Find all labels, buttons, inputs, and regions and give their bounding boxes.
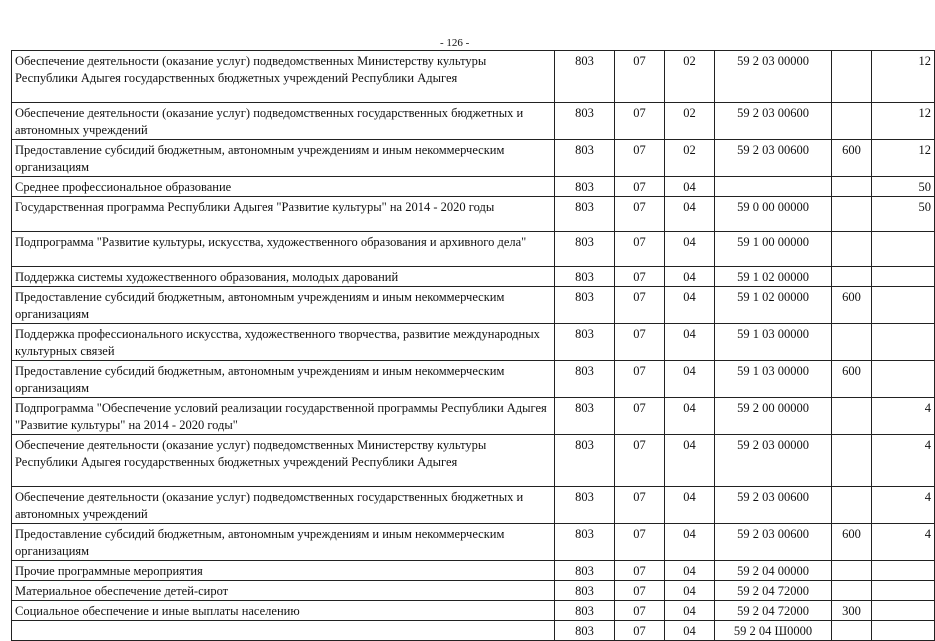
- target-article-cell: 59 2 04 72000: [715, 581, 832, 601]
- expense-type-cell: [832, 103, 872, 140]
- code-cell: 803: [555, 287, 615, 324]
- row-name-cell: Предоставление субсидий бюджетным, автономным учреждениям и иным некоммерческим организациям: [12, 287, 555, 324]
- target-article-cell: 59 2 03 00600: [715, 487, 832, 524]
- budget-table: [11, 50, 935, 641]
- code-cell: 803: [555, 487, 615, 524]
- expense-type-cell: [832, 324, 872, 361]
- page-number: - 126 -: [440, 37, 470, 49]
- section-cell: 07: [615, 601, 665, 621]
- amount-cell: [872, 267, 935, 287]
- row-name-cell: Поддержка системы художественного образования, молодых дарований: [12, 267, 555, 287]
- amount-cell: 4: [872, 524, 935, 561]
- target-article-cell: 59 1 02 00000: [715, 267, 832, 287]
- section-cell: 07: [615, 51, 665, 103]
- subsection-cell: 04: [665, 197, 715, 232]
- subsection-cell: 04: [665, 581, 715, 601]
- code-cell: 803: [555, 177, 615, 197]
- subsection-cell: 02: [665, 103, 715, 140]
- expense-type-cell: [832, 398, 872, 435]
- code-cell: 803: [555, 581, 615, 601]
- code-cell: 803: [555, 361, 615, 398]
- section-cell: 07: [615, 524, 665, 561]
- table-row: [12, 398, 935, 435]
- section-cell: 07: [615, 361, 665, 398]
- expense-type-cell: [832, 177, 872, 197]
- row-name-cell: Среднее профессиональное образование: [12, 177, 555, 197]
- target-article-cell: 59 2 04 Ш0000: [715, 621, 832, 641]
- section-cell: 07: [615, 398, 665, 435]
- row-name-cell: Обеспечение деятельности (оказание услуг) подведомственных Министерству культуры Республики Адыгея государственных бюджетных учреждений Республики Адыгея: [12, 435, 555, 487]
- section-cell: 07: [615, 267, 665, 287]
- table-row: [12, 177, 935, 197]
- code-cell: 803: [555, 324, 615, 361]
- table-row: [12, 103, 935, 140]
- table-row: [12, 601, 935, 621]
- subsection-cell: 04: [665, 435, 715, 487]
- code-cell: 803: [555, 621, 615, 641]
- subsection-cell: 04: [665, 177, 715, 197]
- expense-type-cell: [832, 197, 872, 232]
- table-row: [12, 197, 935, 232]
- target-article-cell: [715, 177, 832, 197]
- row-name-cell: Подпрограмма "Развитие культуры, искусства, художественного образования и архивного дела": [12, 232, 555, 267]
- amount-cell: 12: [872, 140, 935, 177]
- code-cell: 803: [555, 232, 615, 267]
- table-row: [12, 324, 935, 361]
- amount-cell: 4: [872, 398, 935, 435]
- target-article-cell: 59 2 03 00000: [715, 435, 832, 487]
- row-name-cell: Поддержка профессионального искусства, художественного творчества, развитие международных культурных связей: [12, 324, 555, 361]
- expense-type-cell: 300: [832, 601, 872, 621]
- target-article-cell: 59 1 03 00000: [715, 361, 832, 398]
- table-row: [12, 524, 935, 561]
- target-article-cell: 59 2 04 00000: [715, 561, 832, 581]
- row-name-cell: Подпрограмма "Обеспечение условий реализации государственной программы Республики Адыгея "Развитие культуры" на 2014 - 2020 годы": [12, 398, 555, 435]
- code-cell: 803: [555, 601, 615, 621]
- row-name-cell: [12, 621, 555, 641]
- subsection-cell: 04: [665, 601, 715, 621]
- target-article-cell: 59 2 03 00000: [715, 51, 832, 103]
- table-row: [12, 621, 935, 641]
- expense-type-cell: 600: [832, 287, 872, 324]
- table-row: [12, 561, 935, 581]
- table-row: [12, 140, 935, 177]
- code-cell: 803: [555, 524, 615, 561]
- target-article-cell: 59 1 02 00000: [715, 287, 832, 324]
- amount-cell: 4: [872, 435, 935, 487]
- amount-cell: [872, 621, 935, 641]
- subsection-cell: 04: [665, 398, 715, 435]
- section-cell: 07: [615, 581, 665, 601]
- code-cell: 803: [555, 197, 615, 232]
- expense-type-cell: 600: [832, 140, 872, 177]
- expense-type-cell: 600: [832, 524, 872, 561]
- subsection-cell: 04: [665, 487, 715, 524]
- amount-cell: 50: [872, 177, 935, 197]
- subsection-cell: 04: [665, 267, 715, 287]
- row-name-cell: Обеспечение деятельности (оказание услуг) подведомственных Министерству культуры Республики Адыгея государственных бюджетных учреждений Республики Адыгея: [12, 51, 555, 103]
- budget-table-body: [12, 51, 935, 641]
- amount-cell: [872, 324, 935, 361]
- code-cell: 803: [555, 435, 615, 487]
- subsection-cell: 04: [665, 232, 715, 267]
- expense-type-cell: [832, 435, 872, 487]
- section-cell: 07: [615, 561, 665, 581]
- code-cell: 803: [555, 103, 615, 140]
- code-cell: 803: [555, 561, 615, 581]
- subsection-cell: 04: [665, 524, 715, 561]
- amount-cell: 50: [872, 197, 935, 232]
- amount-cell: [872, 232, 935, 267]
- subsection-cell: 04: [665, 287, 715, 324]
- target-article-cell: 59 2 00 00000: [715, 398, 832, 435]
- subsection-cell: 02: [665, 51, 715, 103]
- amount-cell: [872, 581, 935, 601]
- section-cell: 07: [615, 140, 665, 177]
- expense-type-cell: [832, 561, 872, 581]
- row-name-cell: Обеспечение деятельности (оказание услуг) подведомственных государственных бюджетных и автономных учреждений: [12, 103, 555, 140]
- amount-cell: [872, 287, 935, 324]
- subsection-cell: 04: [665, 561, 715, 581]
- row-name-cell: Предоставление субсидий бюджетным, автономным учреждениям и иным некоммерческим организациям: [12, 361, 555, 398]
- expense-type-cell: [832, 581, 872, 601]
- table-row: [12, 232, 935, 267]
- code-cell: 803: [555, 267, 615, 287]
- expense-type-cell: [832, 51, 872, 103]
- section-cell: 07: [615, 435, 665, 487]
- amount-cell: 12: [872, 103, 935, 140]
- expense-type-cell: [832, 487, 872, 524]
- code-cell: 803: [555, 398, 615, 435]
- section-cell: 07: [615, 177, 665, 197]
- expense-type-cell: [832, 267, 872, 287]
- expense-type-cell: [832, 621, 872, 641]
- code-cell: 803: [555, 140, 615, 177]
- subsection-cell: 02: [665, 140, 715, 177]
- row-name-cell: Социальное обеспечение и иные выплаты населению: [12, 601, 555, 621]
- target-article-cell: 59 2 03 00600: [715, 140, 832, 177]
- section-cell: 07: [615, 287, 665, 324]
- section-cell: 07: [615, 232, 665, 267]
- table-row: [12, 435, 935, 487]
- table-row: [12, 51, 935, 103]
- table-row: [12, 361, 935, 398]
- row-name-cell: Государственная программа Республики Адыгея "Развитие культуры" на 2014 - 2020 годы: [12, 197, 555, 232]
- table-row: [12, 487, 935, 524]
- section-cell: 07: [615, 197, 665, 232]
- amount-cell: 4: [872, 487, 935, 524]
- code-cell: 803: [555, 51, 615, 103]
- subsection-cell: 04: [665, 361, 715, 398]
- row-name-cell: Прочие программные мероприятия: [12, 561, 555, 581]
- expense-type-cell: [832, 232, 872, 267]
- amount-cell: [872, 601, 935, 621]
- table-row: [12, 581, 935, 601]
- amount-cell: 12: [872, 51, 935, 103]
- subsection-cell: 04: [665, 621, 715, 641]
- expense-type-cell: 600: [832, 361, 872, 398]
- row-name-cell: Материальное обеспечение детей-сирот: [12, 581, 555, 601]
- target-article-cell: 59 2 03 00600: [715, 103, 832, 140]
- target-article-cell: 59 0 00 00000: [715, 197, 832, 232]
- row-name-cell: Обеспечение деятельности (оказание услуг) подведомственных государственных бюджетных и автономных учреждений: [12, 487, 555, 524]
- target-article-cell: 59 1 00 00000: [715, 232, 832, 267]
- table-row: [12, 267, 935, 287]
- target-article-cell: 59 1 03 00000: [715, 324, 832, 361]
- table-row: [12, 287, 935, 324]
- row-name-cell: Предоставление субсидий бюджетным, автономным учреждениям и иным некоммерческим организациям: [12, 524, 555, 561]
- amount-cell: [872, 361, 935, 398]
- section-cell: 07: [615, 324, 665, 361]
- row-name-cell: Предоставление субсидий бюджетным, автономным учреждениям и иным некоммерческим организациям: [12, 140, 555, 177]
- subsection-cell: 04: [665, 324, 715, 361]
- amount-cell: [872, 561, 935, 581]
- section-cell: 07: [615, 621, 665, 641]
- section-cell: 07: [615, 487, 665, 524]
- section-cell: 07: [615, 103, 665, 140]
- target-article-cell: 59 2 04 72000: [715, 601, 832, 621]
- target-article-cell: 59 2 03 00600: [715, 524, 832, 561]
